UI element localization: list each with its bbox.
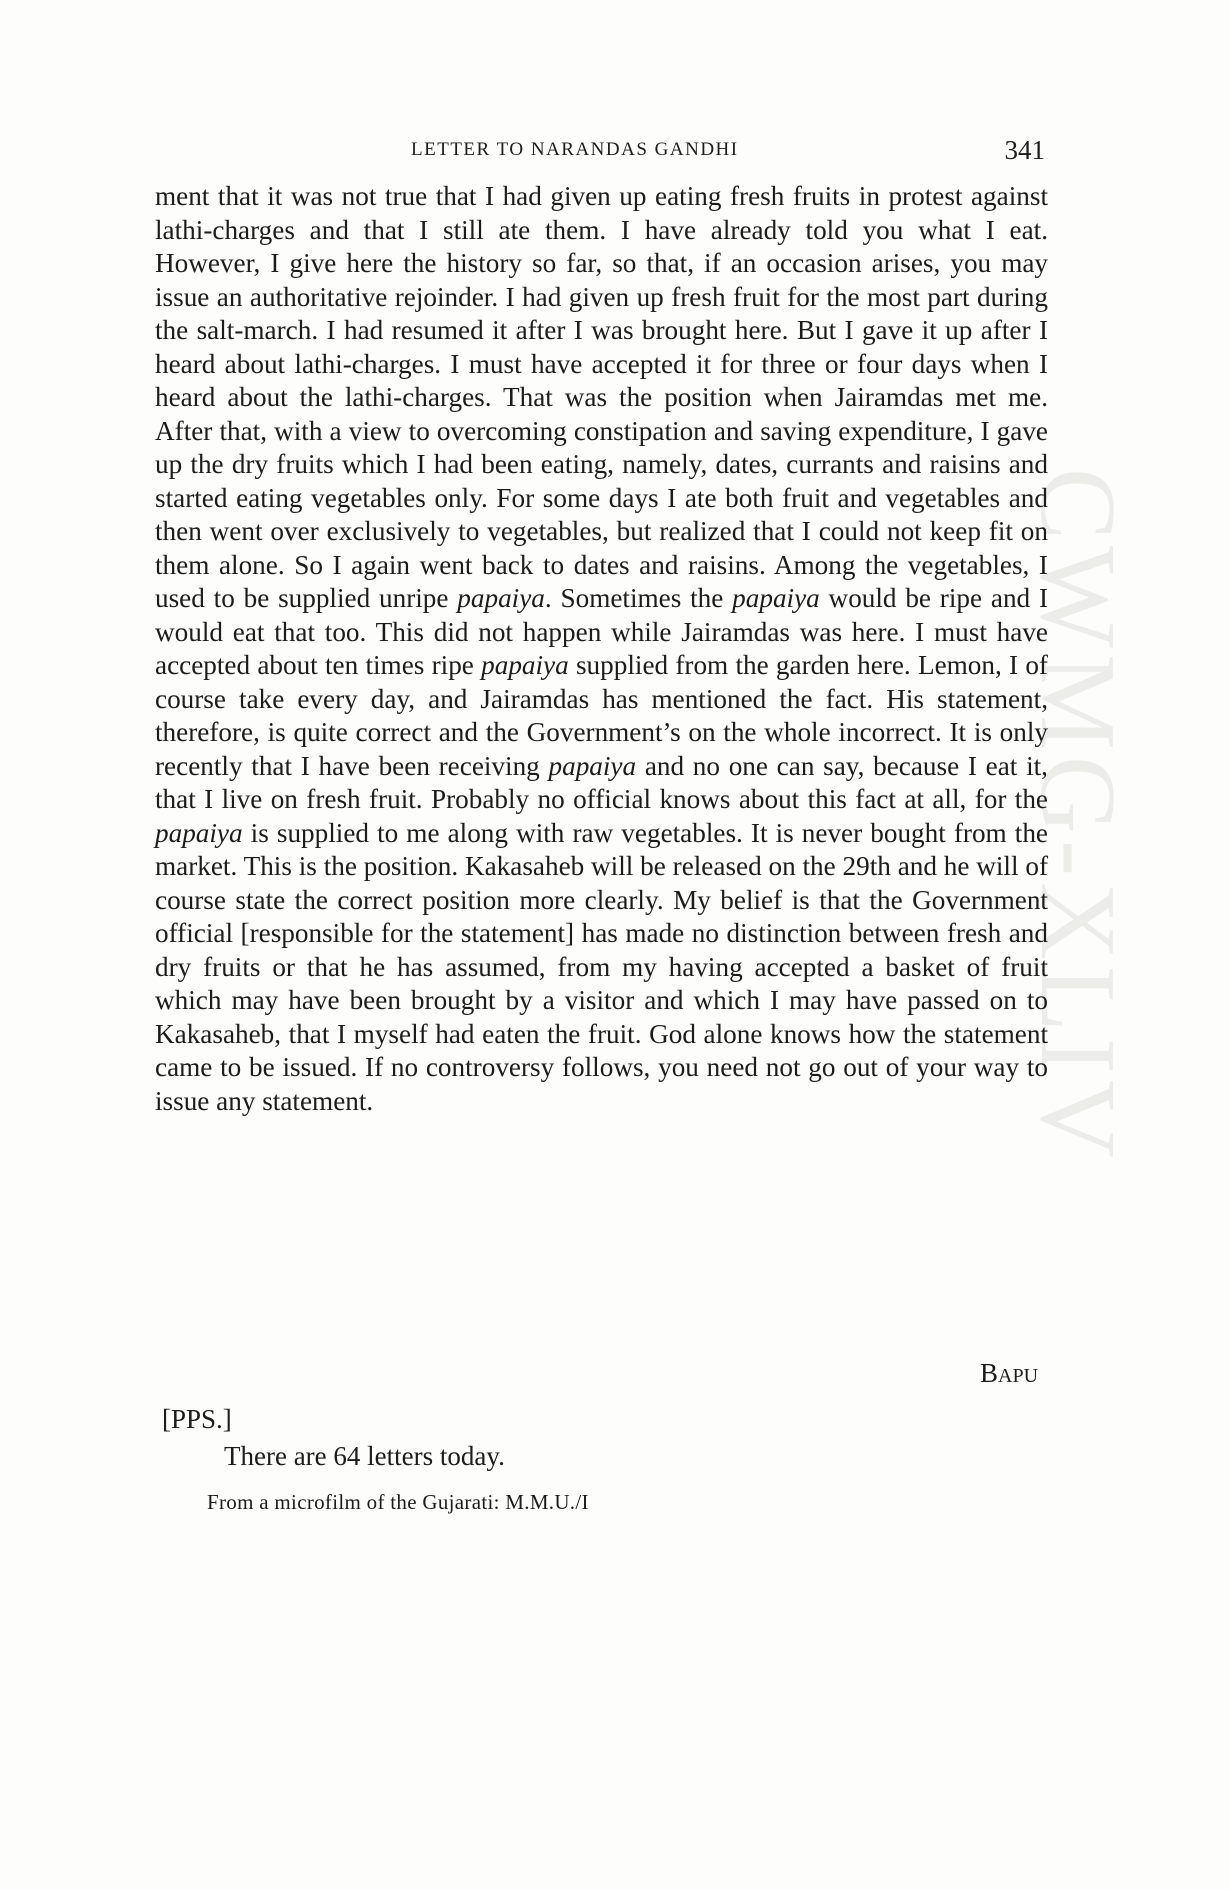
letter-paragraph [155,180,1048,1118]
text-segment: and no one can say, because I eat it, that I live on fresh fruit. Probably no official knows about this fact at all, for the [155,750,1048,814]
signature-initial: B [980,1358,999,1388]
signature [980,1358,1038,1389]
italic-term: papaiya [457,583,545,613]
source-note: From a microfilm of the Gujarati: M.M.U./I [207,1490,589,1514]
text-segment: ment that it was not true that I had given up eating fresh fruits in protest against lathi-charges and that I still ate them. I have already told you what I eat. However, I give here the history so far, so that, if an occasion arises, you may issue an authoritative rejoinder. I had given up fresh fruit for the most part during the salt-march. I had resumed it after I was brought here. But I gave it up after I heard about lathi-charges. I must have accepted it for three or four days when I heard about the lathi-charges. That was the position when Jairamdas met me. After that, with a view to overcoming constipation and saving expenditure, I gave up the dry fruits which I had been eating, namely, dates, currants and raisins and started eating vegetables only. For some days I ate both fruit and vegetables and then went over exclusively to vegetables, but realized that I could not keep fit on them alone. So I again went back to dates and raisins. Among the vegetables, I used to be supplied unripe [155,181,1048,613]
text-segment: would be ripe and I would eat that too. This did not happen while Jairamdas was here. I must have accepted about ten times ripe [155,583,1049,680]
italic-term: papaiya [155,817,243,848]
page-number: 341 [1004,135,1045,165]
page-title: LETTER TO NARANDAS GANDHI [411,139,739,160]
running-head [155,135,1045,171]
text-segment: supplied from the garden here. Lemon, I of course take every day, and Jairamdas has mentioned the fact. His statement, therefore, is quite correct and the Government’s on the whole incorrect. It is only recently that I have been receiving [155,650,1048,781]
watermark: CWMG-XLIV [1018,468,1137,1164]
italic-term: papaiya [481,650,569,680]
letter-body [155,180,1048,1118]
italic-term: papaiya [548,750,637,781]
italic-term: papaiya [732,583,820,613]
postscript-label: [PPS.] [162,1404,232,1434]
text-segment: . Sometimes the [544,583,733,613]
signature-rest: APU [998,1365,1039,1387]
postscript-text: There are 64 letters today. [224,1441,505,1471]
text-segment: is supplied to me along with raw vegetables. It is never bought from the market. This is the position. Kakasaheb will be released on the 29th and he will of course state the correct position more clearly. My belief is that the Government official [responsible for the statement] has made no distinction between fresh and dry fruits or that he has assumed, from my having accepted a basket of fruit which may have been brought by a visitor and which I may have passed on to Kakasaheb, that I myself had eaten the fruit. God alone knows how the statement came to be issued. If no controversy follows, you need not go out of your way to issue any statement. [155,817,1048,1116]
